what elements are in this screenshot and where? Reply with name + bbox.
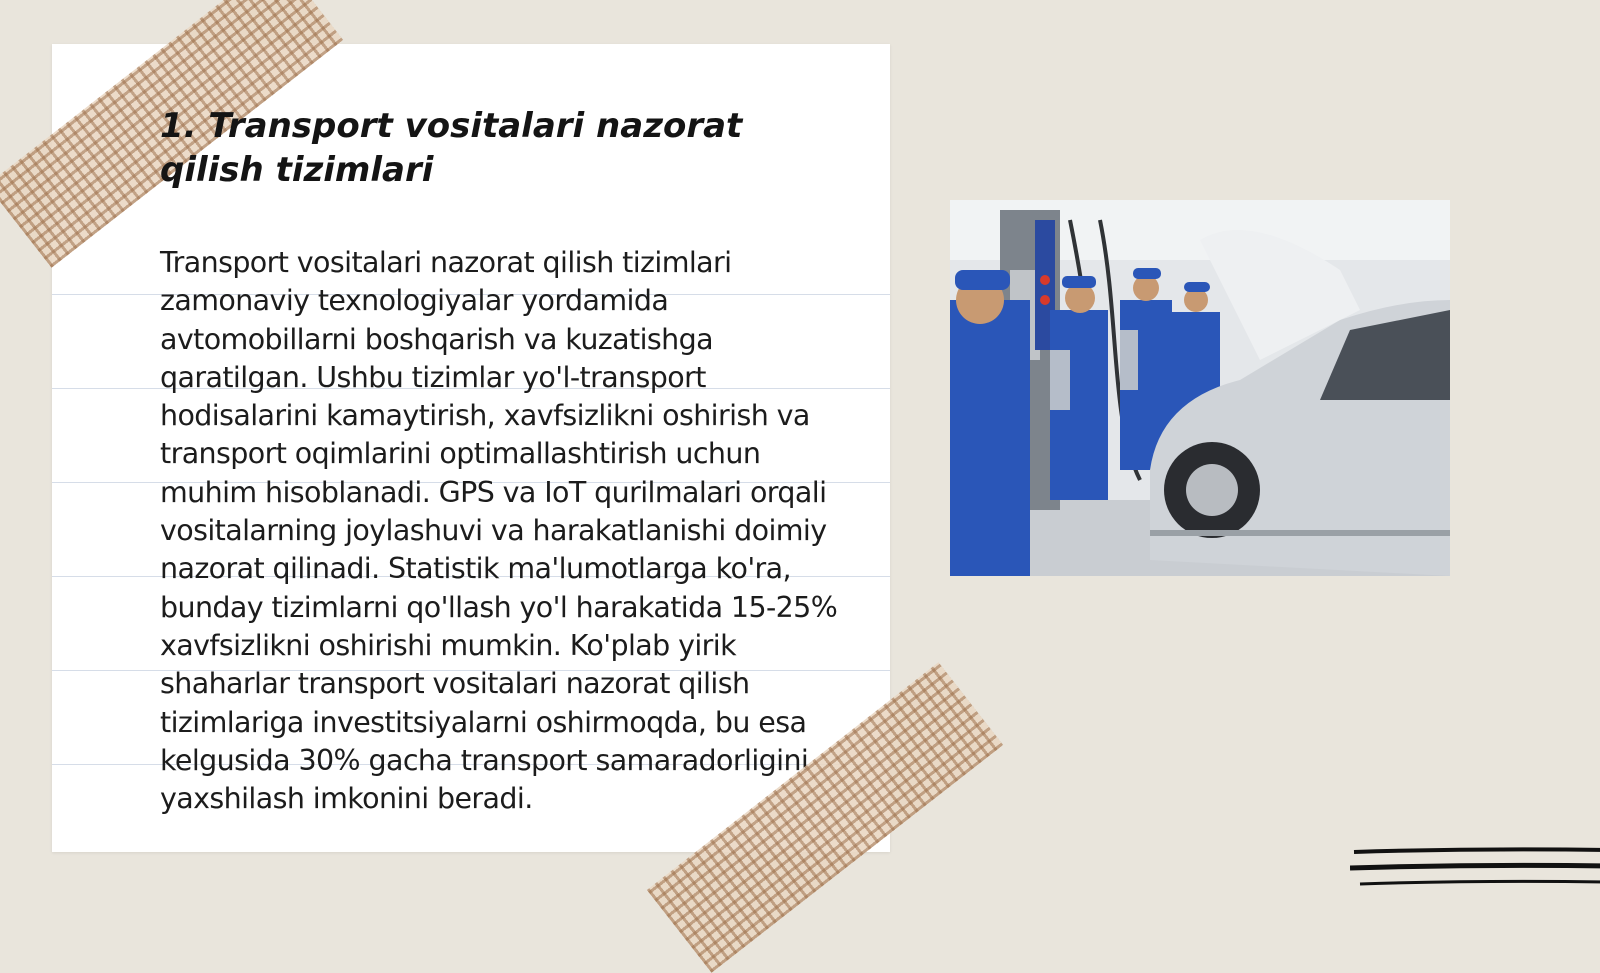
garage-illustration xyxy=(950,200,1450,576)
slide-body-text: Transport vositalari nazorat qilish tizimlari zamonaviy texnologiyalar yordamida avtomobillarni boshqarish va kuzatishga qaratilgan. Ushbu tizimlar yo'l-transport hodisalarini kamaytirish, xavfsizlikni oshirish va transport oqimlarini optimallashtirish uchun muhim hisoblanadi. GPS va IoT qurilmalari orqali vositalarning joylashuvi va harakatlanishi doimiy nazorat qilinadi. Statistik ma'lumotlarga ko'ra, bunday tizimlarni qo'llash yo'l harakatida 15-25% xavfsizlikni oshirishi mumkin. Ko'plab yirik shaharlar transport vositalari nazorat qilish tizimlariga investitsiyalarni oshirmoqda, bu esa kelgusida 30% gacha transport samaradorligini yaxshilash imkonini beradi. xyxy=(160,246,838,816)
brush-stripes-decoration xyxy=(1350,846,1600,890)
mechanics-car-photo xyxy=(950,200,1450,576)
slide-title: 1. Transport vositalari nazorat qilish tizimlari xyxy=(160,106,743,190)
